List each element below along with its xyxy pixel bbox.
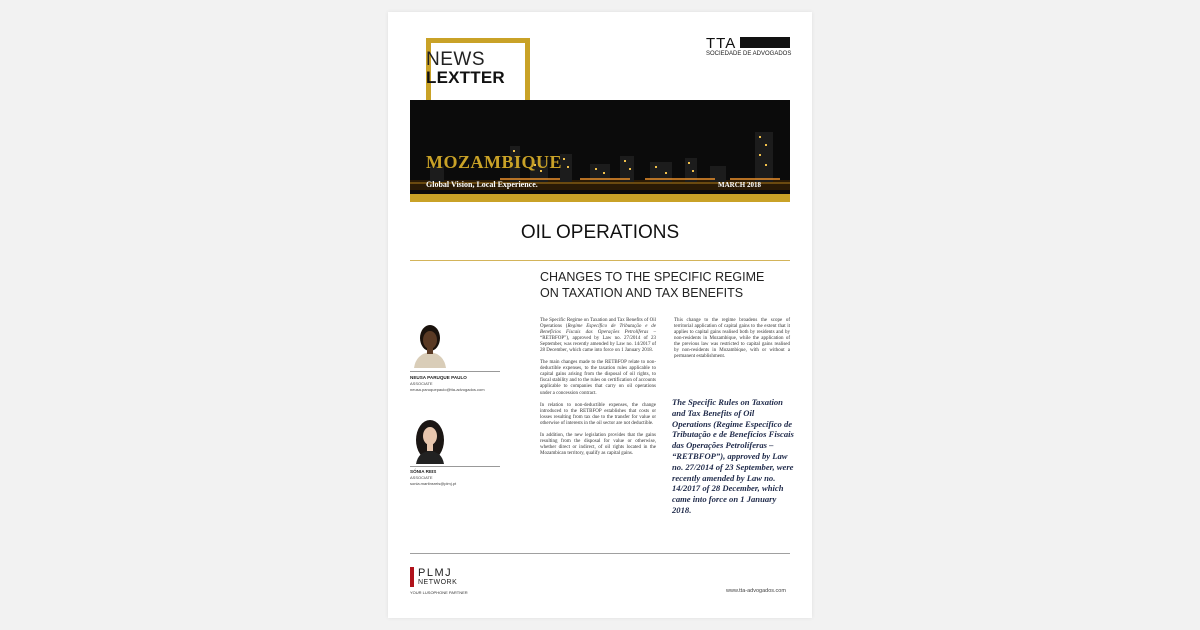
newsletter-page xyxy=(388,12,812,618)
banner-gold-strip xyxy=(410,194,790,202)
section-title: OIL OPERATIONS xyxy=(520,222,680,243)
article-column-1 xyxy=(540,318,656,463)
author-photo-sonia xyxy=(410,414,450,464)
pull-quote: The Specific Rules on Taxation and Tax Benefits of Oil Operations (Regime Específico de Tributação e de Benefícios Fiscais das Operações Petrolíferas – “RETBFOP”), approved by Law no. 27/2014 of 23 September, were recently amended by Law no. 14/2017 of 28 December, which came into force on 1 January 2018. xyxy=(672,397,794,515)
author-role-1: ASSOCIATE xyxy=(410,381,433,386)
masthead-lexter: LEXTTER xyxy=(426,68,505,87)
article-title xyxy=(540,269,790,301)
plmj-logo-text: PLMJ xyxy=(418,567,453,579)
author-name-2: SÓNIA REIS xyxy=(410,469,437,474)
firm-logo-text: TTA xyxy=(706,35,737,52)
footer-divider xyxy=(410,553,790,554)
column-1-paragraph-4: In addition, the new legislation provides that the gains resulting from the disposal for value or otherwise, whether direct or indirect, of oil rights located in the Mozambican territory, qualify as capital gains. xyxy=(540,432,656,456)
column-2-paragraph-1: This change to the regime broadens the scope of territorial application of capital gains to the extent that it applies to capital gains realised both by residents and by non-residents in Mozambique, while the application of the previous law was restricted to capital gains realised by non-residents in Mozambique, with or without a permanent establishment. xyxy=(674,318,790,360)
author-photo-neusa xyxy=(410,318,450,368)
author-role-2: ASSOCIATE xyxy=(410,475,433,480)
article-title-line-1: CHANGES TO THE SPECIFIC REGIME xyxy=(540,270,765,284)
issue-date: MARCH 2018 xyxy=(718,181,761,189)
firm-subtitle: SOCIEDADE DE ADVOGADOS xyxy=(706,51,792,57)
author-divider-2 xyxy=(410,466,500,467)
masthead-news: NEWS xyxy=(426,49,485,70)
author-divider-1 xyxy=(410,371,500,372)
title-divider xyxy=(410,260,790,261)
website-link[interactable]: www.tta-advogados.com xyxy=(726,588,786,594)
plmj-network-text: NETWORK xyxy=(418,579,458,586)
author-email-2[interactable]: sonia.martinsreis@plmj.pt xyxy=(410,481,457,486)
firm-logo-bar xyxy=(740,37,790,48)
author-name-1: NEUSA PARUQUE PAULO xyxy=(410,375,467,380)
banner-country: MOZAMBIQUE xyxy=(426,152,563,172)
article-title-line-2: ON TAXATION AND TAX BENEFITS xyxy=(540,286,744,300)
plmj-logo-mark xyxy=(410,567,414,587)
column-1-paragraph-3: In relation to non-deductible expenses, the change introduced to the RETBFOP establishes that costs or losses resulting from tax due to the transfer for value or otherwise of interests in the oil sector are not deductible. xyxy=(540,402,656,426)
plmj-tagline: YOUR LUSOPHONE PARTNER xyxy=(410,590,468,595)
article-column-2 xyxy=(674,318,790,366)
author-email-1[interactable]: neusa.paruquepaulo@tta-advogados.com xyxy=(410,387,485,392)
banner-tagline: Global Vision, Local Experience. xyxy=(426,180,538,189)
column-1-paragraph-1: The Specific Regime on Taxation and Tax Benefits of Oil Operations (Regime Específico de Tributação e de Benefícios Fiscais das Operações Petrolíferas – “RETBFOP”), approved by Law no. 27/2014 of 23 September, was recently amended by Law no. 14/2017 of 28 December, which came into force on 1 January 2018. xyxy=(540,318,657,354)
column-1-paragraph-2: The main changes made to the RETBFOP relate to non-deductible expenses, to the taxation rules applicable to capital gains arising from the disposal of oil rights, to fiscal stability and to the rules on certification of accounts applicable to companies that carry on oil operations under a concession contract. xyxy=(540,360,656,396)
